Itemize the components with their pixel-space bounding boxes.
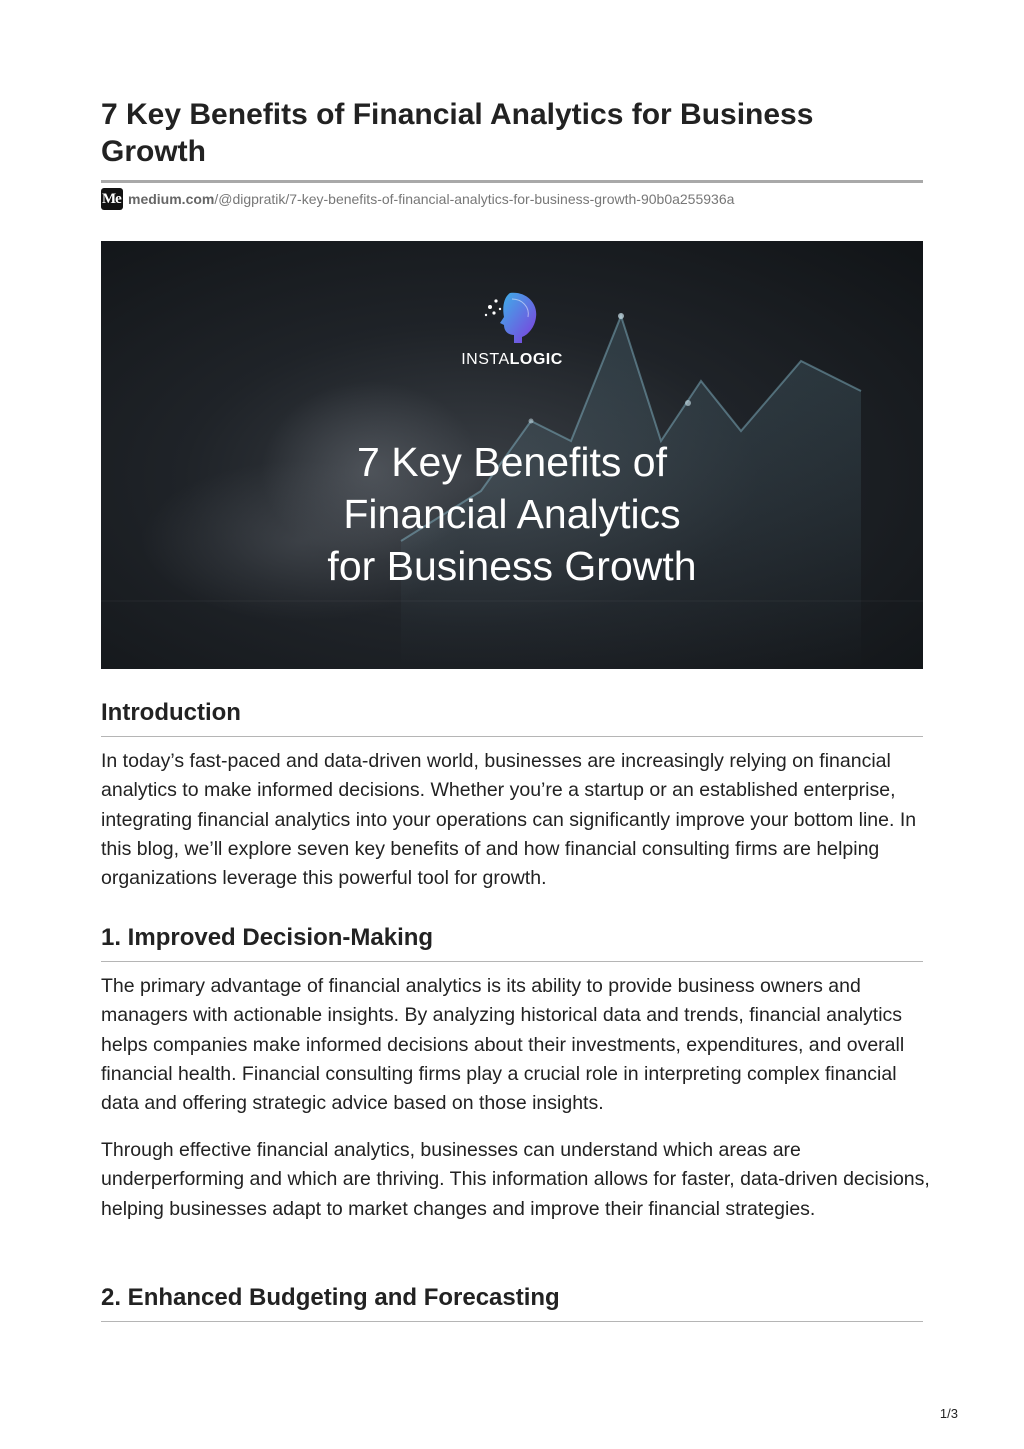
hero-headline-line: for Business Growth bbox=[327, 543, 697, 589]
title-divider bbox=[101, 180, 923, 183]
page-title: 7 Key Benefits of Financial Analytics for Business Growth bbox=[101, 98, 814, 168]
brand-prefix: INSTA bbox=[461, 351, 510, 368]
source-domain[interactable]: medium.com bbox=[128, 191, 215, 207]
section-heading: 2. Enhanced Budgeting and Forecasting bbox=[101, 1284, 560, 1311]
instalogic-wordmark bbox=[101, 351, 923, 369]
paragraph: In today’s fast-paced and data-driven world, businesses are increasingly relying on financial analytics to make informed decisions. Whether you’re a startup or an established enterprise, integrating financial analytics into your operations can significantly improve your bottom line. In this blog, we’ll explore seven key benefits of and how financial consulting firms are helping organizations leverage this powerful tool for growth. bbox=[101, 750, 917, 890]
paragraph: The primary advantage of financial analytics is its ability to provide business owners and managers with actionable insights. By analyzing historical data and trends, financial analytics helps companies make informed decisions about their investments, expenditures, and overall financial health. Financial consulting firms play a crucial role in interpreting complex financial data and offering strategic advice based on those insights. bbox=[101, 975, 905, 1115]
hero-headline-line: Financial Analytics bbox=[343, 491, 681, 537]
hero-image bbox=[101, 241, 923, 669]
section-heading: 1. Improved Decision-Making bbox=[101, 924, 434, 951]
hero-headline bbox=[101, 436, 923, 592]
section-divider bbox=[101, 1321, 923, 1322]
paragraph: Through effective financial analytics, businesses can understand which areas are underperforming and which are thriving. This information allows for faster, data-driven decisions, helping businesses adapt to market changes and improve their financial strategies. bbox=[101, 1139, 930, 1220]
hero-headline-line: 7 Key Benefits of bbox=[357, 439, 667, 485]
section-heading: Introduction bbox=[101, 699, 241, 726]
page-number: 1/3 bbox=[939, 1406, 958, 1421]
brand-suffix: LOGIC bbox=[509, 351, 563, 368]
section-divider bbox=[101, 961, 923, 962]
source-path[interactable]: /@digpratik/7-key-benefits-of-financial-analytics-for-business-growth-90b0a255936a bbox=[214, 191, 735, 207]
source-link[interactable] bbox=[101, 188, 734, 210]
medium-favicon-icon: Me bbox=[101, 188, 123, 210]
instalogic-logo-icon bbox=[101, 289, 923, 350]
section-divider bbox=[101, 736, 923, 737]
